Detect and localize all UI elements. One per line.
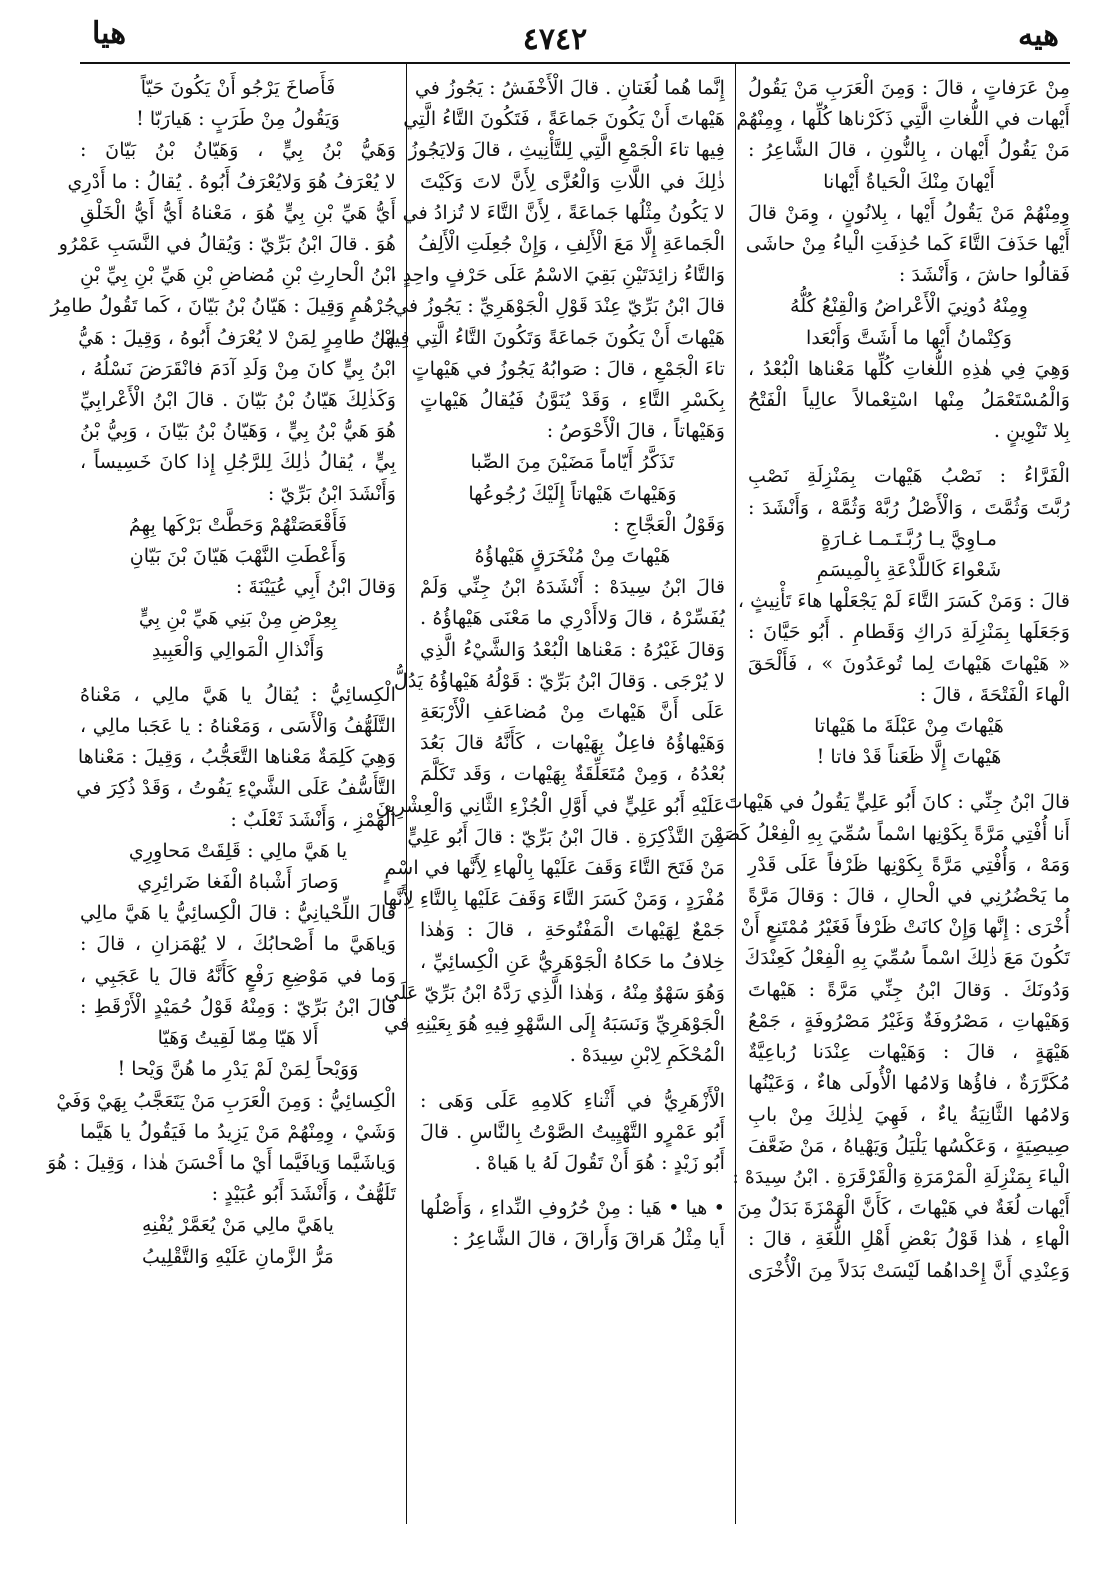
text-line: وَدُونَكَ . وَقالَ ابْنُ جِنِّي مَرَّةً : هَيْهاتَ bbox=[748, 977, 1070, 1001]
text-line: وَهَيُّ بْنُ بِيٍّ ، وَهَيّانُ بْنُ بَيّانَ : bbox=[80, 138, 396, 162]
text-line: التَّلَهُّفُ وَالْأَسَى ، وَمَعْناهُ : يا عَجَبا مالِي ، bbox=[80, 714, 396, 738]
text-line: ما يَحْضُرُنِي في الْحالِ ، قالَ : وَقالَ مَرَّةً bbox=[748, 884, 1070, 908]
text-line: وَمَهْ ، وَأُفْتِي مَرَّةً بِكَوْنِها ظَرْفاً عَلَى قَدْرِ bbox=[748, 852, 1070, 876]
text-line: الْكِسائِيُّ : يُقالُ يا هَيَّ مالِي ، مَعْناهُ bbox=[80, 682, 396, 706]
verse-line: أَلا هَيّا مِمّا لَقِيتُ وَهَيّا bbox=[157, 1026, 319, 1050]
verse-line: فَأَقْعَصَتْهُمْ وَحَطَّتْ بَرْكَها بِهِمُ bbox=[128, 512, 348, 536]
verse-line: فَأَصاخَ يَرْجُو أَنْ يَكُونَ حَيّاً bbox=[140, 76, 336, 99]
text-line: ذٰلِكَ في اللَّاتِ وَالْعُزَّى لِأَنَّ لاتَ وَكَيْتَ bbox=[420, 169, 725, 193]
text-line: وَهَيْهاتاً ، قالَ الْأَحْوَصُ : bbox=[546, 419, 725, 443]
text-line: ابْنُ الْحارِثِ بْنِ مُضاضِ بْنِ هَيِّ بْنِ بِيِّ بْنِ bbox=[80, 263, 396, 287]
text-line: أَيْهات لُغَةٌ في هَيْهاتَ ، كَأَنَّ الْهَمْزَةَ بَدَلٌ مِنَ bbox=[737, 1196, 1070, 1220]
verse-line: وَهَيْهاتَ هَيْهاتاً إِلَيْكَ رُجُوعُها bbox=[468, 481, 677, 505]
text-line: الْفَرَّاءُ : نَصْبُ هَيْهات بِمَنْزِلَةِ نَصْبِ bbox=[748, 464, 1070, 488]
text-line: إِنَّما هُما لُغَتانِ . قالَ الْأَخْفَشُ : يَجُوزُ في bbox=[414, 76, 725, 99]
header-entry-word-left: هيا bbox=[92, 16, 127, 51]
verse-line: وَأَعْطَتِ النَّهْبَ هَيّانَ بْنَ بَيّانِ bbox=[129, 544, 347, 568]
text-line: الْهاءِ ، هٰذا قَوْلُ بَعْضِ أَهْلِ اللُّغَةِ ، قالَ : bbox=[748, 1227, 1070, 1251]
text-line: الْهاءَ الْفَتْحَةَ ، قالَ : bbox=[919, 682, 1070, 706]
verse-line: أَيْهانَ مِنْكَ الْحَياةُ أَيْهانا bbox=[823, 169, 995, 193]
text-line: الْمُحْكَمِ لِابْنِ سِيدَهْ . bbox=[569, 1043, 725, 1067]
verse-line: وَوَيْحاً لِمَنْ لَمْ يَدْرِ ما هُنَّ وَيْحا ! bbox=[117, 1057, 359, 1081]
text-line: وَلامُها الثَّانِيَةُ ياءٌ ، فَهِيَ لِذٰلِكَ مِنْ بابِ bbox=[748, 1102, 1070, 1126]
verse-line: هَيْهاتَ إِلَّا ظَعَناً قَدْ فاتا ! bbox=[816, 745, 1002, 769]
verse-line: وَيَقُولُ مِنْ طَرَبٍ : هَيارَبّا ! bbox=[136, 107, 340, 131]
text-line: وَكَذٰلِكَ هَيّانُ بْنُ بَيّانَ . قالَ ابْنُ الْأَعْرابِيِّ bbox=[80, 388, 396, 412]
text-line: مَنْ يَقُولُ أَيْهان ، بِالنُّونِ ، قالَ الشَّاعِرُ : bbox=[748, 138, 1070, 162]
text-line: جَمْعٌ لِهَيْهاتَ الْمَفْتُوحَةِ ، قالَ : وَهٰذا bbox=[420, 918, 725, 942]
text-line: الْهَمْزِ ، وَأَنْشَدَ ثَعْلَبٌ : bbox=[230, 807, 396, 831]
text-line: بِيٍّ ، يُقالُ ذٰلِكَ لِلرَّجُلِ إِذا كانَ خَسِيساً ، bbox=[80, 450, 396, 474]
text-line: وَجَعَلَها بِمَنْزِلَةِ دَراكِ وَقَطامِ . أَبُو حَيَّانَ : bbox=[748, 620, 1070, 644]
text-line: صِيصِيَةٍ ، وَعَكْسُها يَلْيَلُ وَيَهْياهُ ، مَنْ ضَعَّفَ bbox=[748, 1133, 1070, 1157]
text-line: أَيُّ هَيِّ بْنِ بِيٍّ هُوَ ، مَعْناهُ أَيُّ أَيُّ الْخَلْقِ bbox=[80, 200, 396, 224]
text-line: وَالتَّاءُ زائِدَتَيْنِ بَقِيَ الاسْمُ عَلَى حَرْفٍ واحِدٍ ، bbox=[390, 263, 725, 287]
text-line: • هيا • هَيا : مِنْ حُرُوفِ النِّداءِ ، وَأَصْلُها bbox=[420, 1196, 725, 1220]
text-line: وَهَيْهاؤُهُ فاعِلٌ بِهَيْهات ، كَأَنَّهُ قالَ بَعُدَ bbox=[420, 731, 725, 755]
text-line: أَبُو زَيْدٍ : هُوَ أَنْ تَقُولَ لَهُ يا هَياهْ . bbox=[474, 1150, 725, 1174]
text-line: وِمِنْهُمْ مَنْ يَقُولُ أَيْها ، بِلانُونٍ ، وِمَنْ قالَ bbox=[748, 200, 1070, 224]
verse-line: هَيْهاتَ مِنْ مُنْخَرَقٍ هَيْهاؤُهُ bbox=[474, 544, 671, 568]
text-line: أُخْرَى : إِنَّها وَإِنْ كانَتْ ظَرْفاً فَغَيْرُ مُمْتَنِعٍ أَنْ bbox=[740, 915, 1070, 939]
text-line: مِنْ عَرَفاتٍ ، قالَ : وَمِنَ الْعَرَبِ مَنْ يَقُولُ bbox=[748, 76, 1070, 99]
text-line: قالَ ابْنُ جِنِّي : كانَ أَبُو عَلِيٍّ يَقُولُ في هَيْهاتَ bbox=[724, 790, 1070, 814]
text-line: تَلَهُّفٌ ، وَأَنْشَدَ أَبُو عُبَيْدٍ : bbox=[211, 1182, 396, 1206]
text-line: تاءَ الْجَمْعِ ، قالَ : صَوابُهُ يَجُوزُ في هَيْهاتٍ bbox=[411, 356, 725, 380]
text-line: الْكِسائِيُّ : وَمِنَ الْعَرَبِ مَنْ يَتَعَجَّبُ بِهَيْ وَفَيْ bbox=[56, 1088, 396, 1112]
text-line: جُرْهُمٍ وَقِيلَ : هَيّانُ بْنُ بَيّانَ ، كَما تَقُولُ طامِرُ bbox=[50, 294, 396, 318]
text-line: وَهِيَ فِي هٰذِهِ اللُّغاتِ كُلِّها مَعْناها الْبُعْدُ ، bbox=[748, 356, 1070, 380]
text-line: وَقالَ غَيْرُهُ : مَعْناها الْبُعْدُ وَالشَّيْءُ الَّذِي bbox=[420, 637, 725, 661]
text-line: الْجَوْهَرِيِّ وَنَسَبَهُ إِلَى السَّهْوِ فِيهِ هُوَ بِعَيْنِهِ في bbox=[384, 1012, 725, 1036]
text-line: وَما في مَوْضِعِ رَفْعٍ كَأَنَّهُ قالَ يا عَجَبِي ، bbox=[80, 963, 396, 987]
text-line: ابْنُ طامِرٍ لِمَنْ لا يُعْرَفُ أَبُوهُ ، وَقِيلَ : هَيُّ bbox=[78, 325, 396, 349]
text-line: فَقالُوا حاشَ ، وَأَنْشَدَ : bbox=[898, 263, 1070, 287]
text-line: لا يُرْجَى . وَقالَ ابْنُ بَرِّيّ : قَوْلُهُ هَيْهاؤُهُ يَدُلُّ bbox=[393, 668, 725, 692]
verse-line: مـاوِيَّ يـا رُبَّـتَـمـا غـارَةٍ bbox=[820, 526, 998, 550]
verse-line: وِمِنْهُ دُونِيَ الْأَعْراضُ وَالْقِنْعُ كُلُّهُ bbox=[790, 294, 1028, 318]
text-line: مِنَ التَّذْكِرَةِ . قالَ ابْنُ بَرِّيّ : قالَ أَبُو عَلِيٍّ bbox=[407, 824, 725, 848]
text-line: لا يُعْرَفُ هُوَ وَلايُعْرَفُ أَبُوهُ . يُقالُ : ما أَدْرِي bbox=[67, 169, 396, 193]
text-line: الْأَزْهَرِيُّ في أَثْناءِ كَلامِهِ عَلَى وَهَى : bbox=[420, 1088, 725, 1112]
text-line: قالَ ابْنُ سِيدَهْ : أَنْشَدَهُ ابْنُ جِنِّي وَلَمْ bbox=[420, 575, 725, 599]
verse-line: يا هَيَّ مالِي : قَلِقَتْ مَحاوِرِي bbox=[128, 838, 348, 862]
column-right bbox=[713, 72, 1070, 1552]
text-line: أَيا مِثْلُ هَراقَ وَأَراقَ ، قالَ الشَّاعِرُ : bbox=[452, 1227, 725, 1251]
text-line: وَقالَ ابْنُ أَبِي عُيَيْنَةَ : bbox=[235, 575, 396, 599]
text-line: بِلا تَنْوِينٍ . bbox=[993, 419, 1070, 443]
verse-line: هَيْهاتَ مِنْ عَبْلَةَ ما هَيْهاتا bbox=[814, 714, 1004, 738]
text-line: وَهَيْهاتِ ، مَصْرُوفَةٌ وَغَيْرُ مَصْرُوفَةٍ ، جَمْعُ bbox=[748, 1008, 1070, 1032]
text-line: رُبَّتَ وَثُمَّتَ ، وَالْأَصْلُ رُبَّهْ وَثُمَّهْ ، وَأَنْشَدَ : bbox=[748, 495, 1070, 519]
text-line: التَّأَسُّفُ عَلَى الشَّيْءِ يَفُوتُ ، وَقَدْ ذُكِرَ في bbox=[76, 776, 396, 800]
header-entry-word-right: هيه bbox=[1018, 18, 1059, 53]
verse-line: ياهَيَّ مالِي مَنْ يُعَمَّرْ يُفْنِهِ bbox=[142, 1213, 334, 1237]
verse-line: تَذَكَّرُ أَيّاماً مَضَيْنَ مِنَ الصِّبا bbox=[470, 450, 675, 474]
text-line: هَيْهاتَ أَنْ يَكُونَ جَماعَةً وَتَكُونَ التَّاءُ الَّتِي فِيها bbox=[380, 325, 725, 349]
verse-line: وَأَنْذالِ الْمَوالِي وَالْعَبِيدِ bbox=[151, 637, 325, 661]
page-header bbox=[0, 0, 1111, 62]
text-line: فِيها تاءَ الْجَمْعِ الَّتِي لِلتَّأْنِيثِ ، قالَ وَلايَجُوزُ bbox=[408, 138, 725, 162]
text-line: هَيْهاتَ أَنْ يَكُونَ جَماعَةً ، فَتَكُونَ التَّاءُ الَّتِي bbox=[403, 107, 725, 131]
text-line: هُوَ . قالَ ابْنُ بَرِّيّ : وَيُقالُ في النَّسَبِ عَمْرُو bbox=[58, 232, 396, 256]
text-line: وَياهَيَّ ما أَصْحابُكَ ، لا يُهْمَزانِ ، قالَ : bbox=[80, 932, 396, 956]
text-line: وَالْمُسْتَعْمَلُ مِنْها اسْتِعْمالاً عالِياً الْفَتْحُ bbox=[748, 388, 1070, 412]
text-line: خِلافُ ما حَكاهُ الْجَوْهَرِيُّ عَنِ الْكِسائِيِّ ، bbox=[420, 949, 725, 973]
text-line: قالَ اللِّحْيانِيُّ : قالَ الْكِسائِيُّ يا هَيَّ مالِي bbox=[80, 901, 396, 925]
text-line: هُوَ هَيُّ بْنُ بِيٍّ ، وَهَيّانُ بْنُ بَيّانَ ، وَبِيُّ بْنُ bbox=[80, 419, 396, 443]
text-line: يُفَسِّرْهُ ، قالَ وَلاأَدْرِي ما مَعْنَى هَيْهاؤُهُ . bbox=[420, 606, 725, 630]
text-line: الْياءَ بِمَنْزِلَةِ الْمَرْمَرَةِ وَالْقَرْقَرَةِ . ابْنُ سِيدَهْ : bbox=[732, 1164, 1070, 1188]
text-line: وَعِنْدِي أَنَّ إِحْداهُما لَيْسَتْ بَدَلاً مِنَ الْأُخْرَى bbox=[748, 1258, 1070, 1282]
verse-line: بِعِرْضِ مِنْ بَنِي هَيِّ بْنِ بِيٍّ bbox=[138, 606, 338, 630]
verse-line: وَكِتْمانُ أَيْها ما أَشَتَّ وَأَبْعَدا bbox=[806, 325, 1012, 349]
verse-line: وَصارَ أَشْباهُ الْفَغا ضَرائِرِي bbox=[137, 870, 339, 894]
page-number: ٤٧٤٢ bbox=[522, 22, 588, 57]
text-line: هَيْهَةٍ ، قالَ : وَهَيْهات عِنْدَنا رُباعِيَّةٌ bbox=[748, 1040, 1070, 1064]
text-line: أَنا أُفْتِي مَرَّةً بِكَوْنِها اسْماً سُمِّيَ بِهِ الْفِعْلُ كَصَهْ bbox=[713, 821, 1070, 845]
text-line: وَياشَيَّما وَيافَيَّما أَيْ ما أَحْسَنَ هٰذا ، وَقِيلَ : هُوَ bbox=[47, 1150, 396, 1174]
text-line: أَيْها حَذَفَ التَّاءَ كَما حُذِفَتِ الْياءُ مِنْ حاشَى bbox=[745, 232, 1070, 256]
text-line: قالَ : وَمَنْ كَسَرَ التَّاءَ لَمْ يَجْعَلْها هاءَ تَأْنِيثٍ ، bbox=[737, 589, 1070, 613]
text-line: مَنْ فَتَحَ التَّاءَ وَقَفَ عَلَيْها بِالْهاءِ لِأَنَّها في اسْمٍ bbox=[384, 856, 725, 880]
text-line: أَيْهات في اللُّغاتِ الَّتِي ذَكَرْناها كُلِّها ، وِمِنْهُمْ bbox=[736, 107, 1070, 131]
text-line: ابْنُ بِيٍّ كانَ مِنْ وَلَدِ آدَمَ فانْقَرَضَ نَسْلُهُ ، bbox=[80, 356, 396, 380]
verse-line: مَرُّ الزَّمانِ عَلَيْهِ وَالتَّقْلِيبُ bbox=[142, 1244, 334, 1268]
text-line: لا يَكُونُ مِثْلُها جَماعَةً ، لِأَنَّ التَّاءَ لا تُزادُ في bbox=[402, 200, 725, 224]
verse-line: وَقَوْلُ الْعَجَّاجِ : bbox=[612, 512, 725, 536]
verse-line: شَعْواءَ كَاللَّذْعَةِ بِالْمِيسَمِ bbox=[816, 558, 1002, 582]
text-line: وَهِيَ كَلِمَةٌ مَعْناها التَّعَجُّبُ ، وَقِيلَ : مَعْناها bbox=[77, 745, 396, 769]
text-line: بِكَسْرِ التَّاءِ ، وَقَدْ يُنَوَّنُ فَيُقالُ هَيْهاتٍ bbox=[420, 388, 725, 412]
text-line: بُعْدُهُ ، وَمِنْ مُتَعَلِّقَةٌ بِهَيْهات ، وَقَد تَكَلَّمَ bbox=[420, 762, 725, 786]
text-line: وَأَنْشَدَ ابْنُ بَرِّيّ : bbox=[267, 481, 396, 505]
column-middle bbox=[375, 72, 725, 1552]
text-line: مُفْرَدٍ ، وَمَنْ كَسَرَ التَّاءَ وَقَفَ عَلَيْها بِالتَّاءِ لِأَنَّها bbox=[382, 887, 725, 911]
header-rule bbox=[80, 62, 1070, 64]
text-line: عَلَيْهِ أَبُو عَلِيٍّ في أَوَّلِ الْجُزْءِ الثَّانِي وَالْعِشْرِينَ bbox=[375, 793, 725, 817]
text-line: قالَ ابْنُ بَرِّيّ : وَمِنْهُ قَوْلُ حُمَيْدٍ الْأَرْقَطِ : bbox=[80, 994, 396, 1018]
text-line: وَهُوَ سَهْوٌ مِنْهُ ، وَهٰذا الَّذِي رَدَّهُ ابْنُ بَرِّيّ عَلَى bbox=[384, 980, 725, 1004]
text-line: عَلَى أَنَّ هَيْهاتَ مِنْ مُضاعَفِ الْأَرْبَعَةِ bbox=[420, 700, 725, 724]
text-line: مُكَرَّرَةٌ ، فاؤُها وَلامُها الْأُولَى هاءٌ ، وَعَيْنُها bbox=[748, 1071, 1070, 1095]
text-line: تَكُونَ مَعَ ذٰلِكَ اسْماً سُمِّيَ بِهِ الْفِعْلُ كَعِنْدَكَ bbox=[744, 946, 1070, 970]
text-line: « هَيْهاتَ هَيْهاتَ لِما تُوعَدُونَ » ، فَأَلْحَقَ bbox=[748, 651, 1070, 675]
text-line: أَبُو عَمْرٍو التَّهْيِيتُ الصَّوْتُ بِالنَّاسِ . قالَ bbox=[420, 1119, 725, 1143]
text-line: قالَ ابْنُ بَرِّيّ عِنْدَ قَوْلِ الْجَوْهَرِيِّ : يَجُوزُ في bbox=[392, 294, 725, 318]
text-line: الْجَماعَةِ إِلَّا مَعَ الْأَلِفِ ، وَإِنْ جُعِلَتِ الْأَلِفُ bbox=[418, 232, 725, 256]
text-line: وَشَيْ ، وِمِنْهُمْ مَنْ يَزِيدُ ما فَيَقُولُ يا هَيَّما bbox=[80, 1119, 396, 1143]
column-left bbox=[47, 72, 396, 1552]
